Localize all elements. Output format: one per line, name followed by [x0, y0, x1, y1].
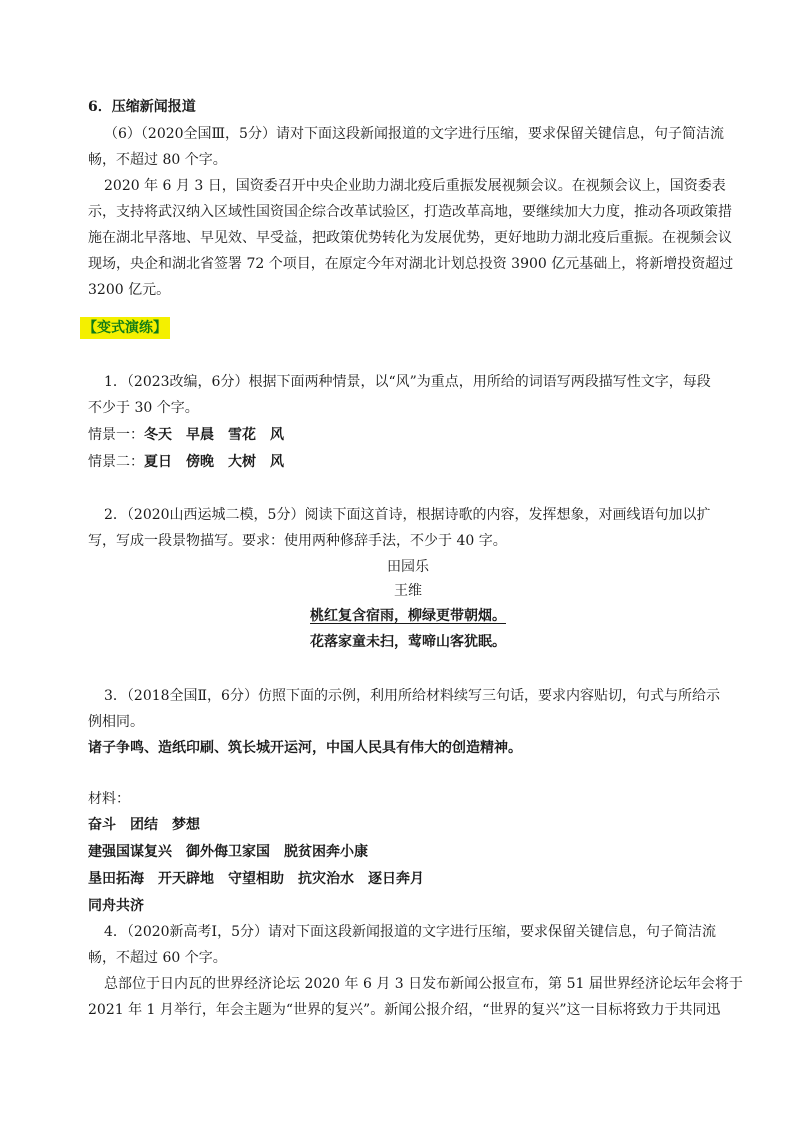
- word: 开天辟地: [158, 871, 214, 887]
- example-sentence: 诸子争鸣、造纸印刷、筑长城开运河，中国人民具有伟大的创造精神。: [88, 740, 522, 756]
- word-list: [144, 454, 284, 470]
- poem-author: 王维: [394, 583, 422, 599]
- word: 冬天: [144, 427, 172, 443]
- word: 逐日奔月: [368, 871, 424, 887]
- question-text: 畅，不超过 80 个字。: [88, 152, 227, 168]
- word: 脱贫困奔小康: [284, 844, 368, 860]
- question-text: 畅，不超过 60 个字。: [88, 950, 227, 966]
- word: 抗灾治水: [298, 871, 354, 887]
- question-text: 3．（2018全国Ⅱ，6分）仿照下面的示例，利用所给材料续写三句话，要求内容贴切，句式与所给示: [104, 688, 720, 704]
- paragraph-line: 2020 年 6 月 3 日，国资委召开中央企业助力湖北疫后重振发展视频会议。在视频会议上，国资委表: [104, 178, 726, 194]
- underlined-text: 桃红复含宿雨，柳绿更带朝烟。: [310, 608, 506, 624]
- word: 风: [270, 427, 284, 443]
- variant-label: 【变式演练】: [80, 317, 170, 339]
- scenario-label: 情景二：: [88, 454, 144, 470]
- scenario-line-1: [88, 425, 284, 445]
- material-row: [88, 815, 200, 835]
- scenario-line-2: [88, 452, 284, 472]
- paragraph-line: 总部位于日内瓦的世界经济论坛 2020 年 6 月 3 日发布新闻公报宣布，第 51 届世界经济论坛年会将于: [104, 976, 743, 992]
- materials-label: 材料：: [88, 791, 130, 807]
- word: 奋斗: [88, 817, 116, 833]
- scenario-label: 情景一：: [88, 427, 144, 443]
- word: 守望相助: [228, 871, 284, 887]
- question-text: 不少于 30 个字。: [88, 400, 199, 416]
- poem-line: 花落家童未扫，莺啼山客犹眠。: [310, 634, 506, 650]
- word: 早晨: [186, 427, 214, 443]
- word: 梦想: [172, 817, 200, 833]
- word: 同舟共济: [88, 898, 144, 914]
- question-text: （6）（2020全国Ⅲ，5分）请对下面这段新闻报道的文字进行压缩，要求保留关键信息，句子简洁流: [104, 126, 724, 142]
- word: 雪花: [228, 427, 256, 443]
- word: 傍晚: [186, 454, 214, 470]
- question-text: 4．（2020新高考Ⅰ，5分）请对下面这段新闻报道的文字进行压缩，要求保留关键信息，句子简洁流: [104, 924, 716, 940]
- word: 御外侮卫家国: [186, 844, 270, 860]
- question-text: 例相同。: [88, 714, 144, 730]
- paragraph-line: 2021 年 1 月举行，年会主题为“世界的复兴”。新闻公报介绍，“世界的复兴”这一目标将致力于共同迅: [88, 1002, 721, 1018]
- word: 夏日: [144, 454, 172, 470]
- paragraph-line: 施在湖北早落地、早见效、早受益，把政策优势转化为发展优势，更好地助力湖北疫后重振。在视频会议: [88, 230, 732, 246]
- paragraph-line: 3200 亿元。: [88, 282, 171, 298]
- section-heading: 6．压缩新闻报道: [88, 99, 196, 115]
- word: 垦田拓海: [88, 871, 144, 887]
- word: 团结: [130, 817, 158, 833]
- question-text: 1．（2023改编，6分）根据下面两种情景，以“风”为重点，用所给的词语写两段描写性文字，每段: [104, 374, 711, 390]
- paragraph-line: 现场，央企和湖北省签署 72 个项目，在原定今年对湖北计划总投资 3900 亿元基础上，将新增投资超过: [88, 256, 734, 272]
- poem-title: 田园乐: [387, 559, 429, 575]
- paragraph-line: 示，支持将武汉纳入区域性国资国企综合改革试验区，打造改革高地，要继续加大力度，推动各项政策措: [88, 204, 732, 220]
- word: 大树: [228, 454, 256, 470]
- word-list: [144, 427, 284, 443]
- word: 风: [270, 454, 284, 470]
- material-row: [88, 896, 144, 916]
- material-row: [88, 842, 368, 862]
- poem-line-underlined: [88, 606, 728, 626]
- question-text: 写，写成一段景物描写。要求：使用两种修辞手法，不少于 40 字。: [88, 533, 507, 549]
- word: 建强国谋复兴: [88, 844, 172, 860]
- material-row: [88, 869, 424, 889]
- question-text: 2．（2020山西运城二模，5分）阅读下面这首诗，根据诗歌的内容，发挥想象，对画线语句加以扩: [104, 507, 711, 523]
